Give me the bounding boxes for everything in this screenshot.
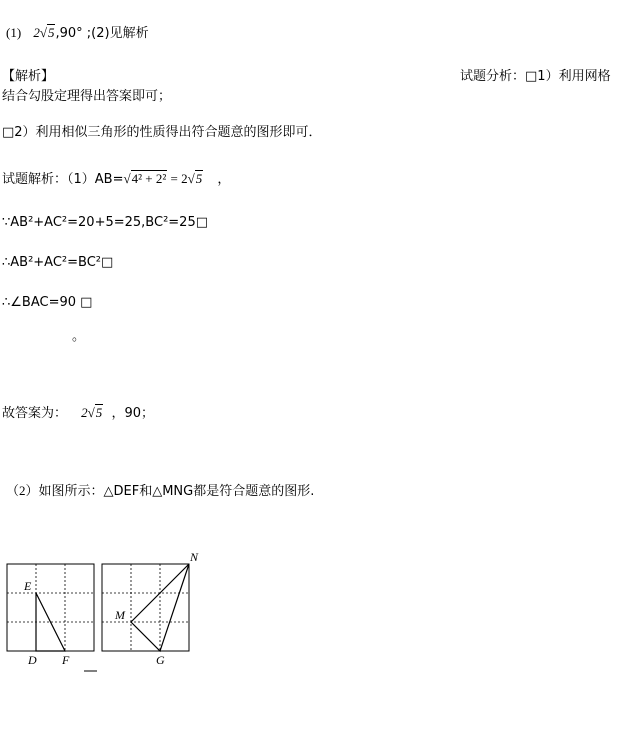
solution-tail: ， [217, 172, 231, 187]
analysis-fenxi [460, 68, 611, 86]
label-g: G [156, 653, 165, 667]
geometry-figure [0, 545, 230, 680]
answer-coef: 2 [33, 25, 40, 40]
step-1: ∵AB²+AC²=20+5=25,BC²=25□ [2, 215, 209, 230]
answer-line [6, 24, 149, 43]
answer-part2: ;(2)见解析 [86, 26, 149, 41]
solution-title: 试题解析：（1）AB= [2, 172, 124, 187]
step-3: ∴∠BAC=90 □ [2, 295, 93, 310]
fenxi-title: 试题分析： [460, 69, 526, 84]
analysis-label: 【解析】 [2, 69, 55, 84]
fenxi-2: □2）利用相似三角形的性质得出符合题意的图形即可． [2, 125, 322, 140]
answer-summary-radical: √5 [87, 405, 103, 420]
fenxi-1-head: □1）利用网格 [525, 69, 611, 84]
solution-radical: √4² + 2² [123, 171, 167, 186]
solution-rhs-radical: √5 [187, 171, 203, 186]
step-2: ∴AB²+AC²=BC²□ [2, 255, 114, 270]
answer-open: (1) [6, 25, 22, 40]
answer-angle: ,90° [55, 26, 83, 41]
solution-rhs-coef: 2 [181, 171, 188, 186]
solution-title-line: 试题解析：（1）AB=√4² + 2² = 2√5 ， [2, 171, 231, 187]
part2-num: （2 [6, 483, 26, 498]
label-m: M [115, 608, 125, 622]
grid-left [7, 564, 94, 651]
part2-line [6, 482, 314, 501]
answer-summary-tail: ，90； [111, 406, 154, 421]
answer-radical: √5 [39, 25, 55, 40]
part2-text: ）如图所示：△DEF和△MNG都是符合题意的图形. [25, 484, 315, 499]
label-f: F [62, 653, 70, 667]
answer-summary [2, 404, 154, 423]
label-e: E [24, 579, 32, 593]
label-n: N [190, 550, 199, 564]
answer-prefix: 故答案为： [2, 406, 68, 421]
label-d: D [28, 653, 37, 667]
answer-summary-coef: 2 [81, 405, 88, 420]
step-dot: 。 [72, 329, 86, 344]
fenxi-1-tail: 结合勾股定理得出答案即可； [2, 89, 172, 104]
